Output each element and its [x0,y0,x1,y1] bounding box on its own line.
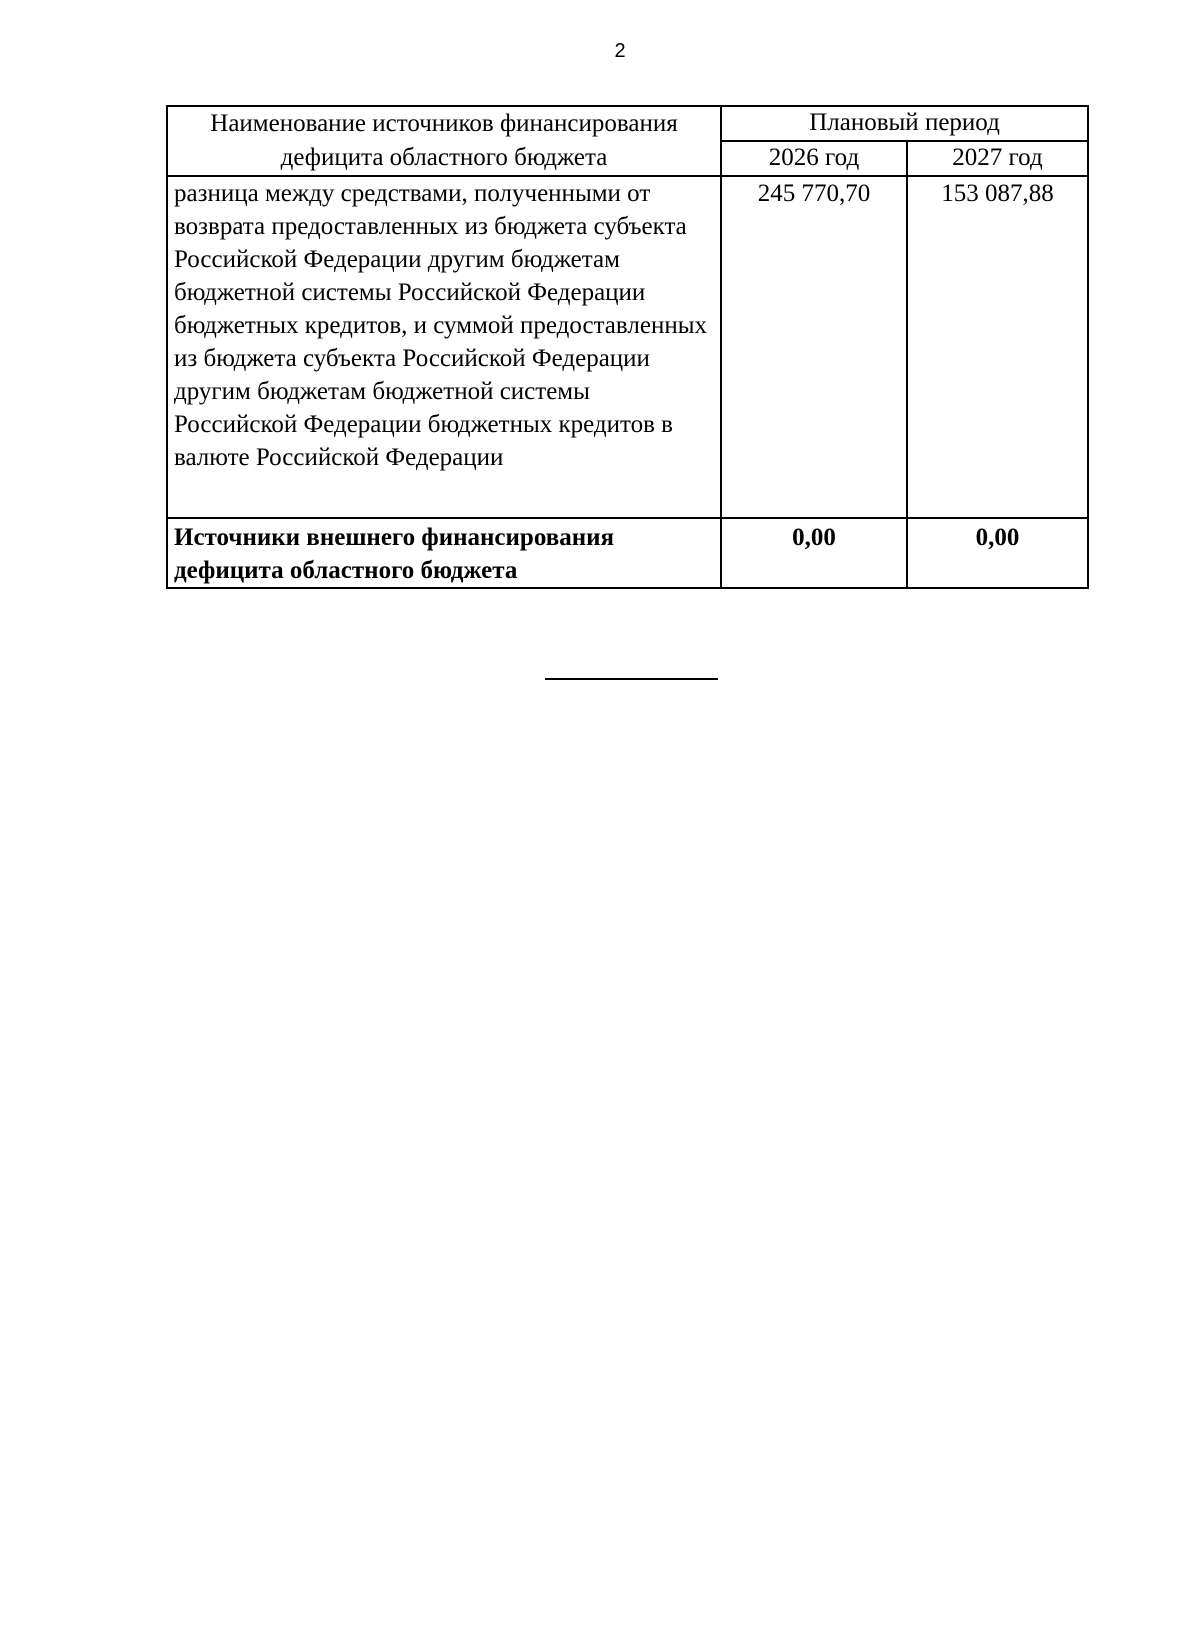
page-number: 2 [614,40,626,62]
header-source-name: Наименование источников финансирования дефицита областного бюджета [167,106,721,176]
header-planning-period: Плановый период [721,106,1088,141]
row-name: разница между средствами, полученными от возврата предоставленных из бюджета субъекта Российской Федерации другим бюджетам бюджетной системы Российской Федерации бюджетных кредитов, и суммой предоставленных из бюджета субъекта Российской Федерации другим бюджетам бюджетной системы Российской Федерации бюджетных кредитов в валюте Российской Федерации [167,176,721,518]
table-header-row [167,106,1088,141]
end-divider [545,678,718,680]
row-value-2026: 0,00 [721,518,907,588]
row-value-2026: 245 770,70 [721,176,907,518]
header-year-2026: 2026 год [721,141,907,176]
row-value-2027: 0,00 [907,518,1088,588]
table-row [167,176,1088,518]
financing-sources-table [166,105,1089,589]
row-value-2027: 153 087,88 [907,176,1088,518]
row-name: Источники внешнего финансирования дефицита областного бюджета [167,518,721,588]
table-row-total [167,518,1088,588]
header-year-2027: 2027 год [907,141,1088,176]
